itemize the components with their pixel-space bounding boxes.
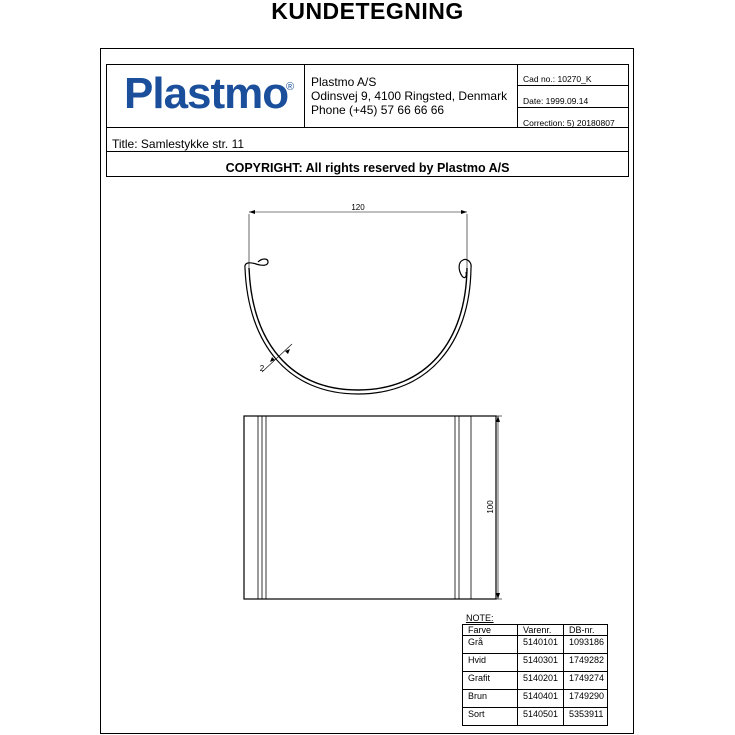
table-cell: 5140201 (518, 672, 564, 690)
side-view-outline (244, 416, 496, 599)
column-header: DB-nr. (564, 625, 608, 636)
table-cell: 5140401 (518, 690, 564, 708)
table-row (463, 654, 608, 672)
drawing-title: Title: Samlestykke str. 11 (112, 137, 245, 151)
table-row (463, 690, 608, 708)
width-dimension: 120 (351, 203, 365, 212)
thickness-leader (259, 344, 292, 373)
copyright-notice: COPYRIGHT: All rights reserved by Plastmo A/S (225, 161, 510, 175)
table-header-row (463, 625, 608, 636)
color-table (462, 624, 608, 726)
table-cell: Sort (463, 708, 518, 726)
column-header: Farve (463, 625, 518, 636)
table-cell: 5140501 (518, 708, 564, 726)
company-address: Odinsvej 9, 4100 Ringsted, Denmark (311, 89, 508, 103)
left-hook (245, 259, 268, 268)
column-header: Varenr. (518, 625, 564, 636)
table-cell: 1749274 (564, 672, 608, 690)
registered-mark: ® (286, 81, 295, 93)
plastmo-logo: Plastmo (124, 69, 289, 118)
table-cell: 1093186 (564, 636, 608, 654)
table-cell: 5140301 (518, 654, 564, 672)
company-phone: Phone (+45) 57 66 66 66 (311, 103, 445, 117)
table-cell: Grafit (463, 672, 518, 690)
table-row (463, 672, 608, 690)
right-hook (459, 259, 471, 277)
table-cell: 1749282 (564, 654, 608, 672)
cad-number: Cad no.: 10270_K (523, 74, 592, 84)
thickness-dimension: 2 (259, 364, 265, 373)
height-dimension: 100 (486, 500, 495, 514)
note-label: NOTE: (466, 613, 494, 623)
correction: Correction: 5) 20180807 (523, 118, 615, 128)
table-row (463, 636, 608, 654)
table-cell: 1749290 (564, 690, 608, 708)
table-cell: Hvid (463, 654, 518, 672)
table-cell: 5353911 (564, 708, 608, 726)
gutter-profile (249, 268, 467, 390)
table-row (463, 708, 608, 726)
table-cell: 5140101 (518, 636, 564, 654)
table-cell: Grå (463, 636, 518, 654)
date: Date: 1999.09.14 (523, 96, 589, 106)
page-heading: KUNDETEGNING (271, 0, 464, 24)
company-name: Plastmo A/S (311, 75, 377, 89)
gutter-profile-outer (245, 268, 471, 394)
table-cell: Brun (463, 690, 518, 708)
